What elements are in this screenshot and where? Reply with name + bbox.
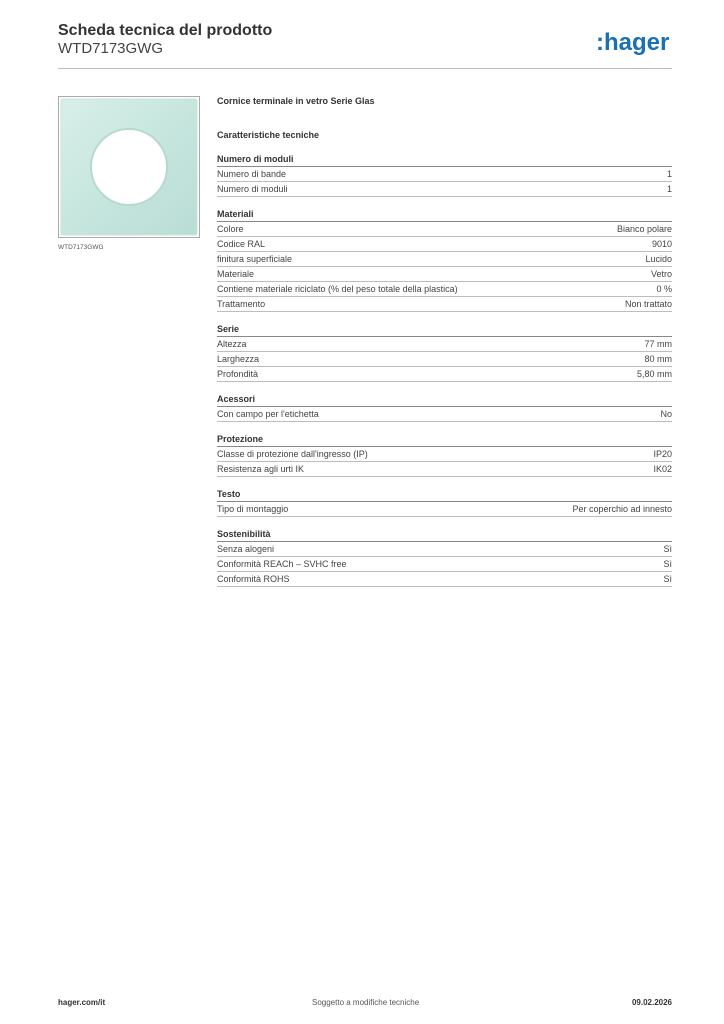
spec-value: Bianco polare: [616, 224, 672, 234]
spec-row: [217, 557, 672, 572]
section-materiali: [217, 207, 672, 312]
spec-row: [217, 267, 672, 282]
spec-label: Trattamento: [217, 299, 266, 309]
spec-label: Tipo di montaggio: [217, 504, 289, 514]
spec-row: [217, 222, 672, 237]
spec-label: Numero di bande: [217, 169, 287, 179]
spec-label: Larghezza: [217, 354, 260, 364]
spec-label: Resistenza agli urti IK: [217, 464, 305, 474]
spec-value: Non trattato: [624, 299, 672, 309]
spec-value: 9010: [651, 239, 672, 249]
section-moduli: [217, 152, 672, 197]
spec-value: 5,80 mm: [636, 369, 672, 379]
spec-value: Lucido: [645, 254, 672, 264]
spec-value: 1: [666, 184, 672, 194]
spec-value: 77 mm: [644, 339, 672, 349]
spec-row: [217, 297, 672, 312]
spec-label: Profondità: [217, 369, 259, 379]
section-testo: [217, 487, 672, 517]
spec-row: [217, 502, 672, 517]
spec-label: Altezza: [217, 339, 247, 349]
spec-label: Colore: [217, 224, 244, 234]
section-title: Materiali: [217, 207, 672, 222]
product-image: [58, 96, 200, 238]
spec-label: Classe di protezione dall'ingresso (IP): [217, 449, 368, 459]
svg-text::hager: :hager: [596, 29, 670, 56]
footer-note: Soggetto a modifiche tecniche: [312, 998, 420, 1007]
spec-row: [217, 237, 672, 252]
spec-label: Codice RAL: [217, 239, 266, 249]
spec-row: [217, 462, 672, 477]
spec-value: 1: [666, 169, 672, 179]
spec-row: [217, 252, 672, 267]
image-caption: WTD7173GWG: [58, 244, 104, 251]
spec-label: Con campo per l'etichetta: [217, 409, 319, 419]
section-title: Acessori: [217, 392, 672, 407]
section-accessori: [217, 392, 672, 422]
spec-value: 80 mm: [644, 354, 672, 364]
spec-label: Contiene materiale riciclato (% del peso totale della plastica): [217, 284, 458, 294]
glass-frame-illustration: [59, 97, 199, 237]
product-code: WTD7173GWG: [58, 40, 164, 57]
hager-logo: [596, 27, 676, 57]
spec-label: Numero di moduli: [217, 184, 288, 194]
page-title: Scheda tecnica del prodotto: [58, 22, 273, 39]
section-title: Protezione: [217, 432, 672, 447]
product-name: Cornice terminale in vetro Serie Glas: [217, 96, 375, 106]
spec-row: [217, 542, 672, 557]
spec-row: [217, 167, 672, 182]
section-title: Testo: [217, 487, 672, 502]
spec-row: [217, 282, 672, 297]
spec-value: Per coperchio ad innesto: [572, 504, 672, 514]
spec-label: Conformità REACh – SVHC free: [217, 559, 347, 569]
spec-row: [217, 367, 672, 382]
section-title: Sostenibilità: [217, 527, 672, 542]
spec-label: Conformità ROHS: [217, 574, 290, 584]
spec-row: [217, 407, 672, 422]
spec-value: 0 %: [656, 284, 672, 294]
section-title: Serie: [217, 322, 672, 337]
tech-specs-heading: Caratteristiche tecniche: [217, 130, 320, 140]
spec-value: No: [660, 409, 672, 419]
spec-label: Materiale: [217, 269, 255, 279]
spec-value: Sì: [663, 559, 672, 569]
spec-row: [217, 572, 672, 587]
spec-value: IP20: [653, 449, 672, 459]
header-divider: [58, 68, 672, 69]
spec-value: IK02: [653, 464, 672, 474]
footer-date: 09.02.2026: [631, 998, 672, 1007]
section-serie: [217, 322, 672, 382]
section-sostenibilita: [217, 527, 672, 587]
spec-value: Sì: [663, 544, 672, 554]
spec-row: [217, 337, 672, 352]
section-title: Numero di moduli: [217, 152, 672, 167]
spec-row: [217, 182, 672, 197]
spec-value: Sì: [663, 574, 672, 584]
spec-sheet: [217, 94, 672, 587]
spec-label: Senza alogeni: [217, 544, 275, 554]
spec-value: Vetro: [650, 269, 672, 279]
section-protezione: [217, 432, 672, 477]
spec-row: [217, 352, 672, 367]
spec-row: [217, 447, 672, 462]
spec-label: finitura superficiale: [217, 254, 293, 264]
footer-website[interactable]: hager.com/it: [58, 998, 106, 1007]
